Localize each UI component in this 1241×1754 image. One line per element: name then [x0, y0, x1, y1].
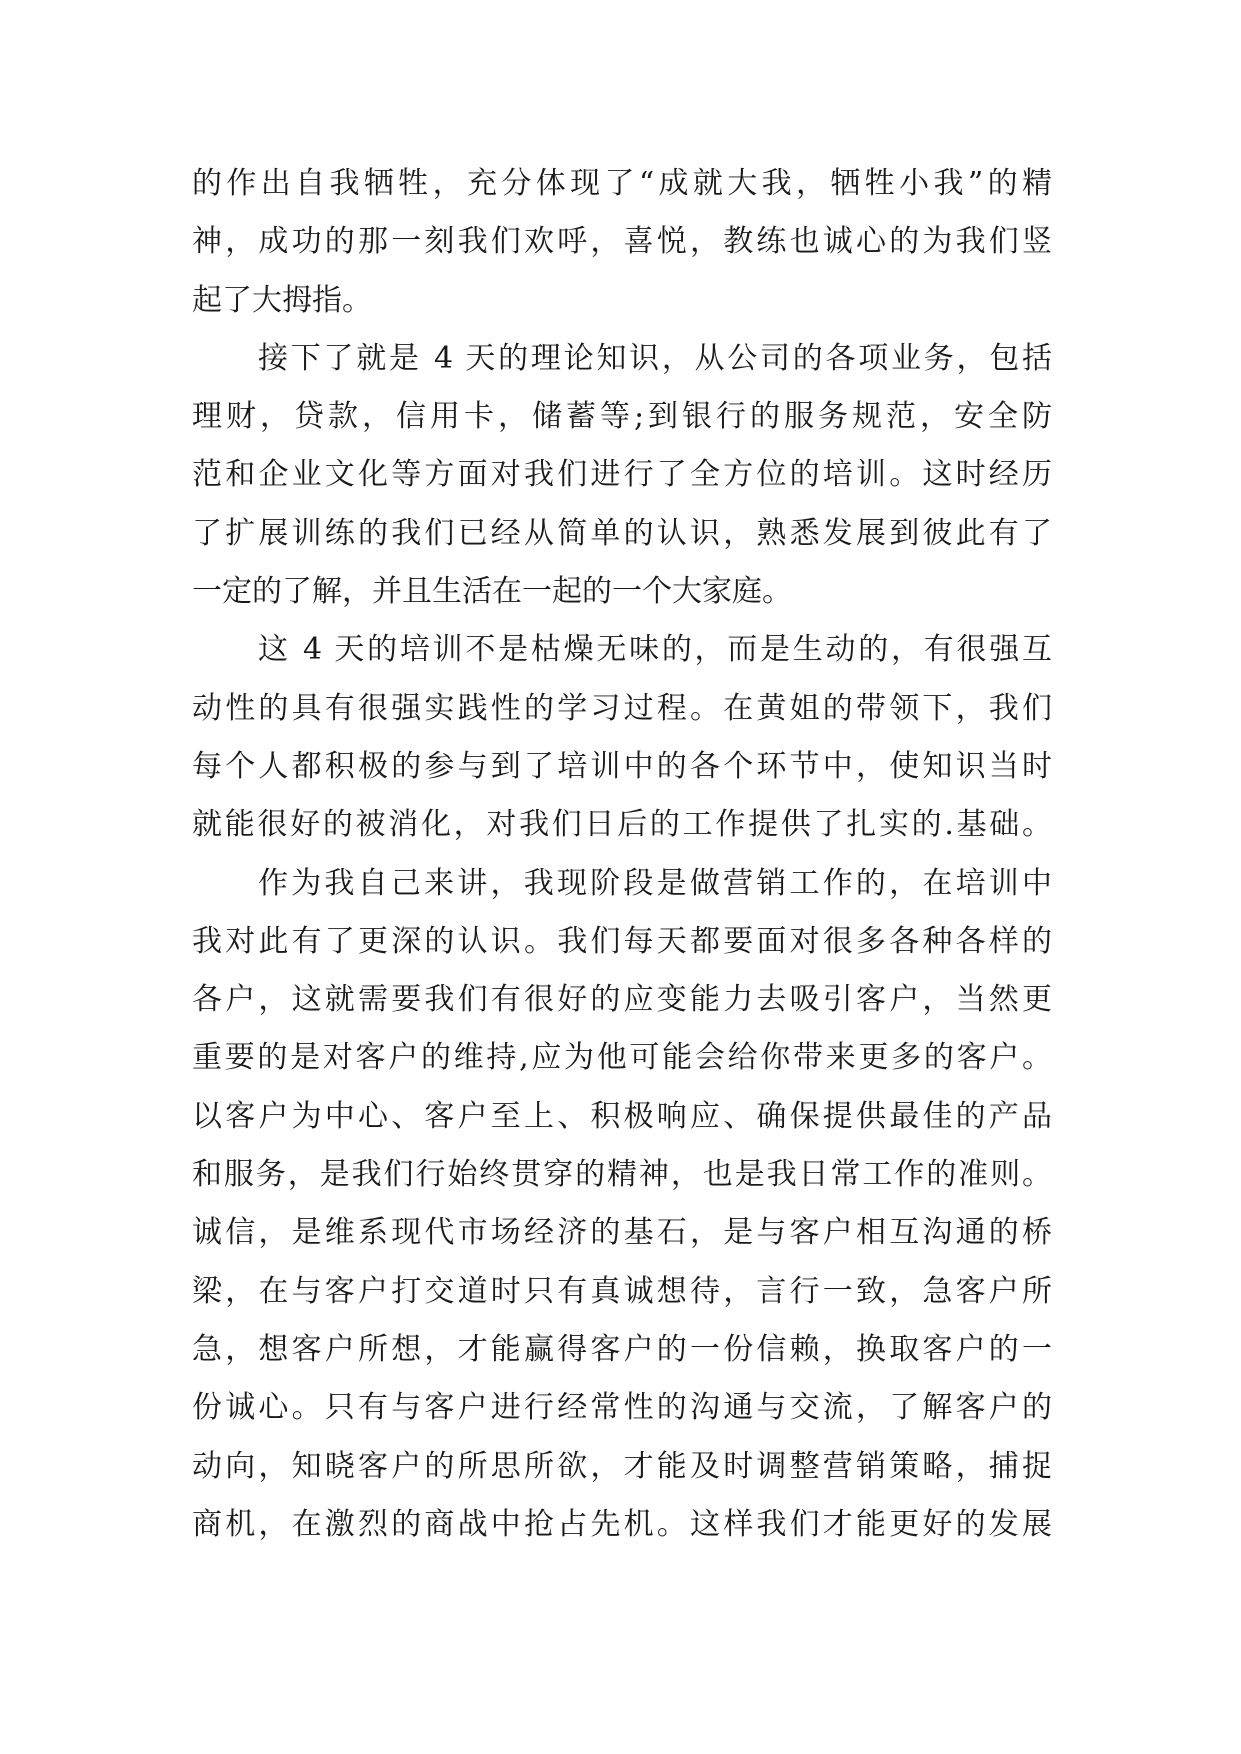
text-line: 的作出自我牺牲，充分体现了“成就大我，牺牲小我”的精: [192, 166, 1052, 201]
text-line: 理财，贷款，信用卡，储蓄等;到银行的服务规范，安全防: [192, 399, 1052, 435]
text-line: 商机，在激烈的商战中抢占先机。这样我们才能更好的发展: [192, 1506, 1052, 1542]
text-line: 重要的是对客户的维持,应为他可能会给你带来更多的客户。: [192, 1040, 1052, 1076]
text-line: 动向，知晓客户的所思所欲，才能及时调整营销策略，捕捉: [192, 1448, 1052, 1484]
text-line: 一定的了解，并且生活在一起的一个大家庭。: [192, 574, 792, 610]
text-line: 我对此有了更深的认识。我们每天都要面对很多各种各样的: [192, 923, 1052, 959]
text-line: 以客户为中心、客户至上、积极响应、确保提供最佳的产品: [192, 1098, 1052, 1134]
text-line: 神，成功的那一刻我们欢呼，喜悦，教练也诚心的为我们竖: [192, 224, 1052, 260]
text-line: 急，想客户所想，才能赢得客户的一份信赖，换取客户的一: [192, 1331, 1052, 1367]
text-line: 每个人都积极的参与到了培训中的各个环节中，使知识当时: [192, 748, 1052, 784]
text-line: 这 4 天的培训不是枯燥无味的，而是生动的，有很强互: [258, 632, 1052, 668]
text-line: 就能很好的被消化，对我们日后的工作提供了扎实的.基础。: [192, 807, 1052, 843]
paragraph-3: [192, 621, 1052, 854]
text-line: 范和企业文化等方面对我们进行了全方位的培训。这时经历: [192, 457, 1052, 493]
text-line: 动性的具有很强实践性的学习过程。在黄姐的带领下，我们: [192, 690, 1052, 726]
body-text: [192, 155, 1052, 1554]
paragraph-1: [192, 155, 1052, 330]
text-line: 梁，在与客户打交道时只有真诚想待，言行一致，急客户所: [192, 1273, 1052, 1309]
text-line: 作为我自己来讲，我现阶段是做营销工作的，在培训中: [258, 865, 1052, 901]
text-line: 份诚心。只有与客户进行经常性的沟通与交流，了解客户的: [192, 1390, 1052, 1426]
text-line: 了扩展训练的我们已经从简单的认识，熟悉发展到彼此有了: [192, 515, 1052, 551]
paragraph-2: [192, 330, 1052, 621]
text-line: 各户，这就需要我们有很好的应变能力去吸引客户，当然更: [192, 982, 1052, 1018]
paragraph-4: [192, 855, 1052, 1555]
text-line: 和服务，是我们行始终贯穿的精神，也是我日常工作的准则。: [192, 1157, 1052, 1193]
text-line: 起了大拇指。: [192, 282, 372, 318]
text-line: 接下了就是 4 天的理论知识，从公司的各项业务，包括: [258, 340, 1052, 376]
text-line: 诚信，是维系现代市场经济的基石，是与客户相互沟通的桥: [192, 1215, 1052, 1251]
